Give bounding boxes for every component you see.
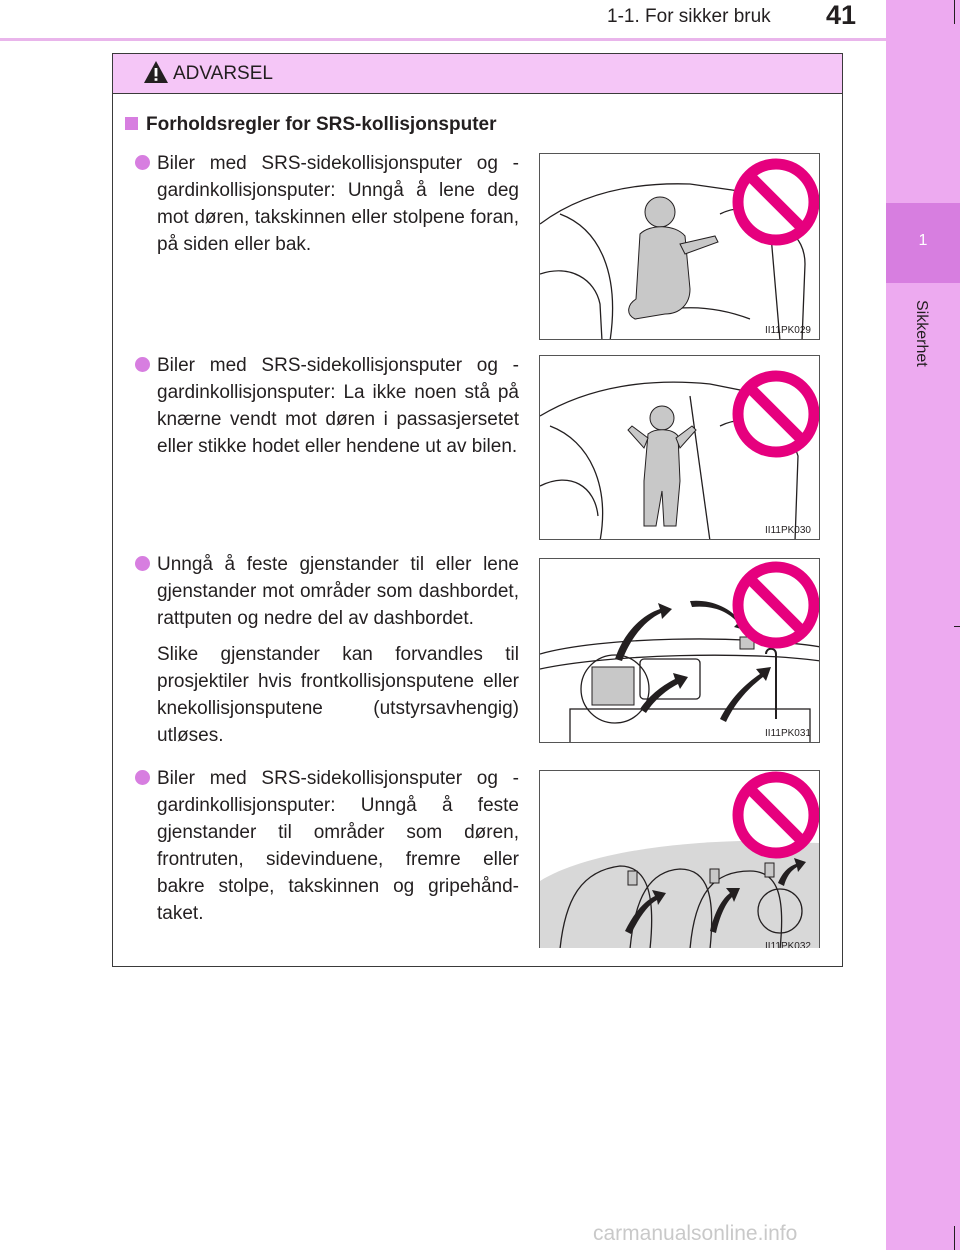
car-interior-figure xyxy=(540,356,820,540)
chapter-number: 1 xyxy=(918,232,928,249)
bullet-dot-icon xyxy=(135,556,150,571)
illustration-door-roof-objects xyxy=(539,770,820,948)
warning-item xyxy=(141,150,519,258)
item-text: Biler med SRS-sidekollisjonsputer og -gardinkollisjonsputer: Unngå å lene deg mot døren, takskinnen eller stolpene foran, på siden eller bak. xyxy=(157,153,519,255)
item-text: Biler med SRS-sidekollisjonsputer og -gardinkollisjonsputer: La ikke noen stå på knærne vendt mot døren i passasjersetet eller stikke hodet eller hendene ut av bilen. xyxy=(157,355,519,457)
illustration-kneeling-on-seat xyxy=(539,355,820,540)
crop-mark xyxy=(954,0,955,24)
chapter-label: Sikkerhet xyxy=(913,300,930,367)
crop-mark xyxy=(954,1226,955,1250)
figure-code: II11PK032 xyxy=(765,941,811,948)
warning-box xyxy=(112,53,843,967)
warning-item xyxy=(141,765,519,927)
illustration-dashboard-objects xyxy=(539,558,820,743)
square-bullet-icon xyxy=(125,117,138,130)
item-text: Slike gjenstander kan forvandles til prosjektiler hvis frontkollisjonsputene eller knekollisjonsputene (utstyrsavhengig) utløses. xyxy=(157,644,519,746)
warning-heading: ADVARSEL xyxy=(173,63,273,84)
warning-item xyxy=(141,551,519,749)
car-cabin-figure xyxy=(540,771,820,948)
warning-item xyxy=(141,352,519,460)
section-heading xyxy=(125,114,497,136)
header-rule xyxy=(0,38,886,41)
bullet-dot-icon xyxy=(135,770,150,785)
warning-header xyxy=(113,54,842,94)
section-heading-text: Forholdsregler for SRS-kollisjonsputer xyxy=(146,114,497,135)
crop-mark xyxy=(954,626,960,627)
dashboard-figure xyxy=(540,559,820,743)
chapter-side-tab xyxy=(886,0,960,1250)
bullet-dot-icon xyxy=(135,357,150,372)
item-text: Biler med SRS-sidekollisjonsputer og -gardinkollisjonsputer: Unngå å feste gjenstander til områder som døren, frontruten, sidevinduene, fremre eller bakre stolpe, takskinnen og gripehåndtaket. xyxy=(157,768,519,924)
car-interior-figure xyxy=(540,154,820,340)
bullet-dot-icon xyxy=(135,155,150,170)
item-text: Unngå å feste gjenstander til eller lene gjenstander mot områder som dashbordet, rattputen og nedre del av dashbordet. xyxy=(157,554,519,629)
figure-code: II11PK030 xyxy=(765,525,811,536)
figure-code: II11PK031 xyxy=(765,728,811,739)
warning-triangle-icon xyxy=(143,60,169,84)
page-number: 41 xyxy=(826,0,857,30)
figure-code: II11PK029 xyxy=(765,325,811,336)
illustration-leaning-on-door xyxy=(539,153,820,340)
watermark: carmanualsonline.info xyxy=(593,1222,798,1245)
running-header-title: 1-1. For sikker bruk xyxy=(607,6,771,27)
